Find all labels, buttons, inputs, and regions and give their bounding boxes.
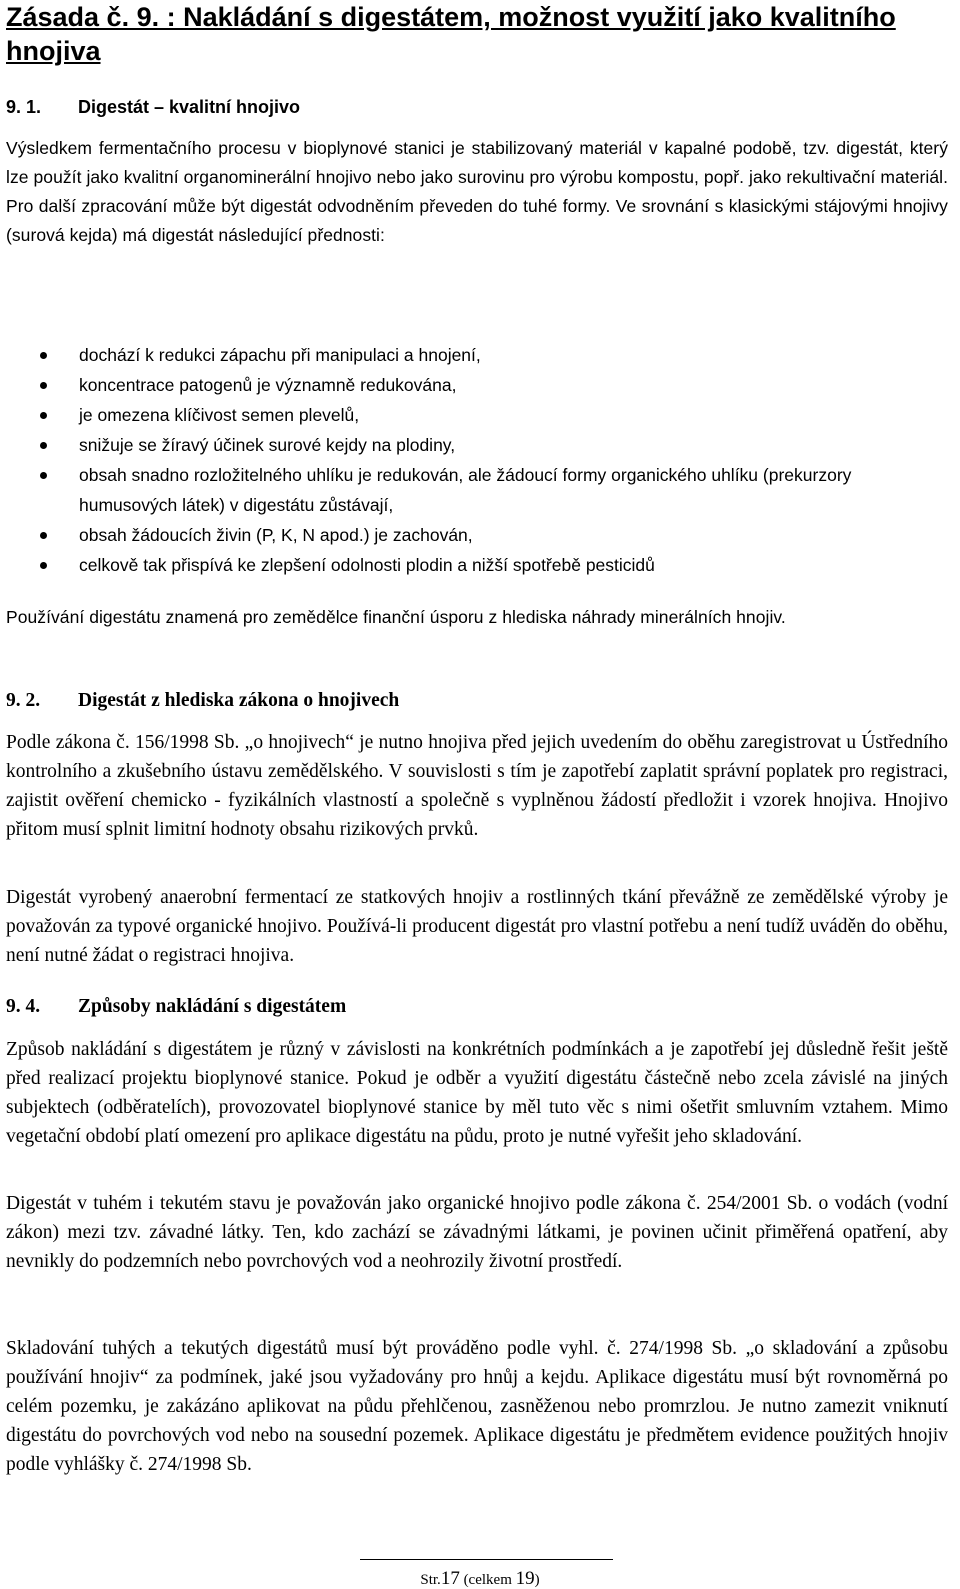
section-title: Způsoby nakládání s digestátem (78, 996, 347, 1017)
organic-fertilizer-paragraph: Digestát vyrobený anaerobní fermentací ze statkových hnojiv a rostlinných tkání převážně ze zemědělské výroby je považován za typové organické hnojivo. Používá-li producent digestát pro vlastní potřebu a není tudíž uváděn do oběhu, není nutné žádat o registraci hnojiva. (6, 887, 948, 966)
section-number: 9. 4. (6, 996, 41, 1017)
section-title: Digestát z hlediska zákona o hnojivech (78, 690, 400, 711)
list-item: je omezena klíčivost semen plevelů, (0, 400, 950, 430)
intro-paragraph: Výsledkem fermentačního procesu v bioplynové stanici je stabilizovaný materiál v kapalné podobě, tzv. digestát, který lze použít jako kvalitní organominerální hnojivo nebo jako surovinu pro výrobu kompostu, popř. jako rekultivační materiál. Pro další zpracování může být digestát odvodněním převeden do tuhé formy. Ve srovnání s klasickými stájovými hnojivy (surová kejda) má digestát následující přednosti: (6, 138, 948, 245)
list-item: celkově tak přispívá ke zlepšení odolnosti plodin a nižší spotřebě pesticidů (0, 550, 950, 580)
footer-divider (360, 1559, 613, 1560)
water-law-paragraph: Digestát v tuhém i tekutém stavu je považován jako organické hnojivo podle zákona č. 254/2001 Sb. o vodách (vodní zákon) mezi tzv. závadné látky. Ten, kdo zachází se závadnými látkami, je povinen učinit přiměřená opatření, aby nevnikly do podzemních nebo povrchových vod a neohrozily životní prostředí. (6, 1193, 948, 1272)
list-item: obsah snadno rozložitelného uhlíku je redukován, ale žádoucí formy organického uhlíku (prekurzory humusových látek) v digestátu zůstávají, (0, 460, 950, 520)
section-number: 9. 2. (6, 690, 41, 711)
section-heading-9-4 (6, 994, 936, 1020)
savings-paragraph: Používání digestátu znamená pro zemědělce finanční úsporu z hlediska náhrady minerálních hnojiv. (6, 607, 786, 627)
handling-paragraph: Způsob nakládání s digestátem je různý v závislosti na konkrétních podmínkách a je zapotřebí jej důsledně řešit ještě před realizací projektu bioplynové stanice. Pokud je odběr a využití digestátu částečně nebo zcela závislé na jiných subjektech (odběratelích), provozovatel bioplynové stanice by měl tuto věc s nimi ošetřit smluvním vztahem. Mimo vegetační období platí omezení pro aplikace digestátu na půdu, proto je nutné vyřešit jeho skladování. (6, 1039, 948, 1147)
section-heading-9-1 (6, 95, 936, 119)
section-number: 9. 1. (6, 97, 42, 117)
footer-suffix: ) (534, 1572, 540, 1588)
list-item: koncentrace patogenů je významně redukována, (0, 370, 950, 400)
page-title: Zásada č. 9. : Nakládání s digestátem, možnost využití jako kvalitního hnojiva (6, 2, 896, 66)
storage-paragraph: Skladování tuhých a tekutých digestátů musí být prováděno podle vyhl. č. 274/1998 Sb. „o skladování a způsobu používání hnojiv“ za podmínek, jaké jsou vyžadovány pro hnůj a kejdu. Aplikace digestátu musí být rovnoměrná po celém pozemku, je zakázáno aplikovat na půdu přehlčenou, zasněženou nebo promrzlou. Je nutno zamezit vniknutí digestátu do povrchových vod nebo na sousední pozemek. Aplikace digestátu je předmětem evidence použitých hnojiv podle vyhlášky č. 274/1998 Sb. (6, 1338, 948, 1475)
law-paragraph: Podle zákona č. 156/1998 Sb. „o hnojivech“ je nutno hnojiva před jejich uvedením do oběhu zaregistrovat u Ústředního kontrolního a zkušebního ústavu zemědělského. V souvislosti s tím je zapotřebí zaplatit správní poplatek pro registraci, zajistit ověření chemicko - fyzikálních vlastností a společně s vyplněnou žádostí předložit i vzorek hnojiva. Hnojivo přitom musí splnit limitní hodnoty obsahu rizikových prvků. (6, 732, 948, 840)
list-item: snižuje se žíravý účinek surové kejdy na plodiny, (0, 430, 950, 460)
section-title: Digestát – kvalitní hnojivo (78, 97, 301, 117)
section-heading-9-2 (6, 688, 936, 714)
total-pages: 19 (515, 1568, 535, 1589)
advantages-list (0, 340, 950, 580)
footer-middle: (celkem (459, 1572, 516, 1588)
page-number: 17 (440, 1568, 460, 1589)
footer-prefix: Str. (420, 1572, 441, 1588)
page-footer (0, 1570, 960, 1589)
list-item: obsah žádoucích živin (P, K, N apod.) je zachován, (0, 520, 950, 550)
list-item: dochází k redukci zápachu při manipulaci a hnojení, (0, 340, 950, 370)
